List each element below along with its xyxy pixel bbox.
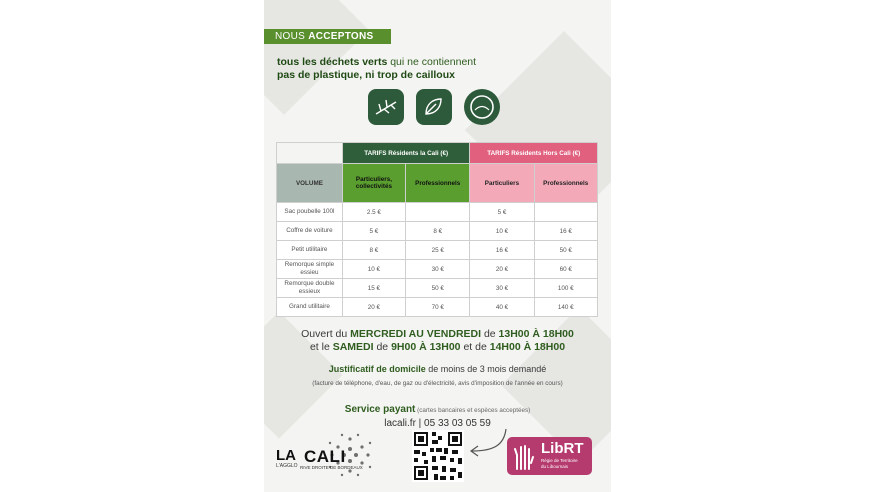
cell-value: 10 €	[470, 222, 534, 241]
waste-icons	[368, 89, 518, 129]
row-label: Remorque double essieux	[277, 279, 343, 298]
hours-days: MERCREDI AU VENDREDI	[350, 328, 482, 340]
intro-rest: qui ne contiennent	[387, 56, 477, 68]
justificatif-rest: de moins de 3 mois demandé	[425, 364, 547, 374]
librt-logo	[507, 437, 592, 475]
row-label: Petit utilitaire	[277, 241, 343, 260]
cell-value: 30 €	[470, 279, 534, 298]
hours-text: de	[373, 341, 392, 353]
cell-value: 16 €	[470, 241, 534, 260]
accept-banner	[264, 29, 391, 44]
payment-bold: Service payant	[344, 404, 416, 415]
logo-la: LA	[276, 447, 296, 464]
table-row	[277, 241, 598, 260]
hours-time: 13H00 À 18H00	[498, 328, 574, 340]
branches-icon	[368, 89, 404, 125]
arrow-icon	[464, 425, 510, 461]
cell-value: 5 €	[470, 203, 534, 222]
banner-strong: ACCEPTONS	[308, 31, 374, 42]
table-corner	[277, 143, 343, 164]
justificatif	[264, 364, 611, 374]
hours-text: et de	[460, 341, 490, 353]
cell-value: 20 €	[470, 260, 534, 279]
cell-value: 140 €	[534, 298, 598, 317]
opening-hours-line1	[264, 327, 611, 341]
cell-value: 8 €	[342, 241, 405, 260]
hours-text: Ouvert du	[301, 328, 351, 340]
cell-value: 40 €	[470, 298, 534, 317]
header-residents-cali: TARIFS Résidents la Cali (€)	[342, 143, 470, 164]
row-label: Coffre de voiture	[277, 222, 343, 241]
hours-time: 14H00 À 18H00	[489, 341, 566, 353]
hours-days: SAMEDI	[332, 341, 374, 353]
leaves-icon	[416, 89, 452, 125]
intro-text	[277, 56, 577, 82]
row-label: Remorque simple essieu	[277, 260, 343, 279]
tariff-table	[276, 142, 598, 317]
cell-value	[406, 203, 470, 222]
payment-note: (cartes bancaires et espèces acceptées)	[415, 407, 531, 414]
cell-value: 100 €	[534, 279, 598, 298]
hours-time: 9H00 À 13H00	[391, 341, 461, 353]
cell-value: 30 €	[406, 260, 470, 279]
hours-text: et le	[309, 341, 333, 353]
cell-value: 8 €	[406, 222, 470, 241]
justificatif-bold: Justificatif de domicile	[328, 364, 426, 374]
cell-value: 50 €	[534, 241, 598, 260]
intro-bold: tous les déchets verts	[277, 56, 388, 68]
table-row	[277, 203, 598, 222]
col-res-professionnels: Professionnels	[406, 164, 470, 203]
cell-value: 50 €	[406, 279, 470, 298]
intro-line2: pas de plastique, ni trop de cailloux	[277, 69, 455, 81]
cell-value: 25 €	[406, 241, 470, 260]
hours-text: de	[481, 328, 499, 340]
opening-hours-line2	[264, 340, 611, 354]
cell-value: 2.5 €	[342, 203, 405, 222]
hand-icon	[511, 441, 537, 471]
cell-value: 70 €	[406, 298, 470, 317]
header-residents-hors-cali: TARIFS Résidents Hors Cali (€)	[470, 143, 598, 164]
logo-cali: CALI	[304, 447, 346, 466]
flyer-page	[264, 0, 611, 492]
contact-line[interactable]: lacali.fr | 05 33 03 05 59	[384, 418, 491, 429]
payment-info	[264, 404, 611, 415]
col-hors-particuliers: Particuliers	[470, 164, 534, 203]
table-row	[277, 260, 598, 279]
cell-value: 10 €	[342, 260, 405, 279]
col-res-particuliers: Particuliers, collectivités	[342, 164, 405, 203]
logo-agglo: L'AGGLO	[276, 463, 298, 469]
cell-value: 20 €	[342, 298, 405, 317]
cell-value: 5 €	[342, 222, 405, 241]
cell-value: 60 €	[534, 260, 598, 279]
la-cali-logo	[270, 425, 380, 485]
librt-title: LibRT	[541, 440, 584, 457]
table-row	[277, 298, 598, 317]
librt-sub2: du Libournais	[541, 464, 569, 469]
librt-sub1: Régie de Territoire	[541, 458, 578, 463]
row-label: Grand utilitaire	[277, 298, 343, 317]
justificatif-details: (facture de téléphone, d'eau, de gaz ou d'électricité, avis d'imposition de l'année en cours)	[312, 380, 563, 387]
logo-sub: RIVE DROITE DE BORDEAUX	[300, 465, 363, 470]
row-label: Sac poubelle 100l	[277, 203, 343, 222]
banner-prefix: NOUS	[275, 31, 306, 42]
cell-value	[534, 203, 598, 222]
col-hors-professionnels: Professionnels	[534, 164, 598, 203]
cell-value: 15 €	[342, 279, 405, 298]
grass-clippings-icon	[464, 89, 500, 125]
col-volume: VOLUME	[277, 164, 343, 203]
table-row	[277, 279, 598, 298]
cell-value: 16 €	[534, 222, 598, 241]
qr-code[interactable]	[412, 430, 464, 482]
table-row	[277, 222, 598, 241]
